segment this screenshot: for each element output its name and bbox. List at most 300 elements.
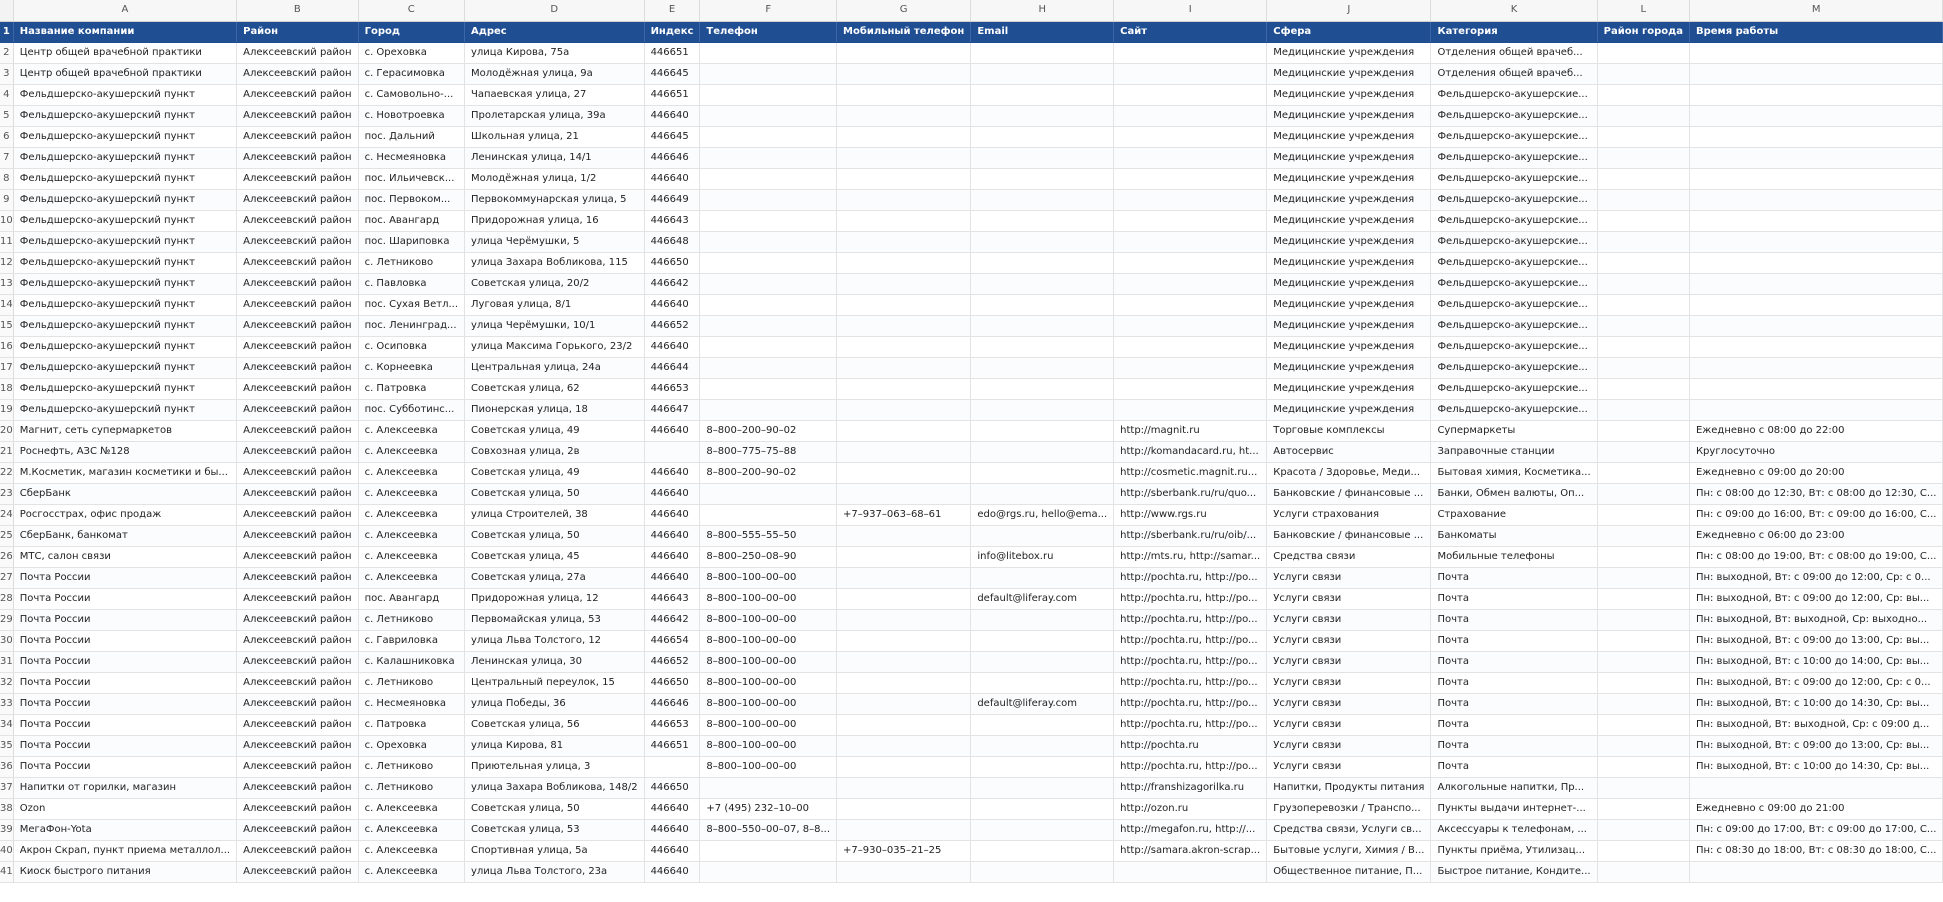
cell-postcode[interactable]: 446645: [644, 126, 700, 147]
column-header-i[interactable]: I: [1114, 0, 1267, 21]
cell-site[interactable]: http://pochta.ru, http://po...: [1114, 651, 1267, 672]
cell-mobile[interactable]: [837, 441, 971, 462]
cell-phone[interactable]: [700, 189, 837, 210]
cell-city[interactable]: с. Алексеевка: [358, 819, 464, 840]
cell-city[interactable]: пос. Шариповка: [358, 231, 464, 252]
cell-city-district[interactable]: [1597, 840, 1689, 861]
cell-address[interactable]: улица Черёмушки, 10/1: [465, 315, 645, 336]
cell-city-district[interactable]: [1597, 168, 1689, 189]
cell-site[interactable]: http://magnit.ru: [1114, 420, 1267, 441]
cell-postcode[interactable]: 446640: [644, 168, 700, 189]
cell-district[interactable]: Алексеевский район: [237, 714, 358, 735]
cell-city-district[interactable]: [1597, 189, 1689, 210]
cell-site[interactable]: http://samara.akron-scrap...: [1114, 840, 1267, 861]
cell-postcode[interactable]: 446642: [644, 609, 700, 630]
cell-company[interactable]: Фельдшерско-акушерский пункт: [13, 210, 236, 231]
cell-address[interactable]: Пионерская улица, 18: [465, 399, 645, 420]
row-number[interactable]: 26: [0, 546, 13, 567]
cell-mobile[interactable]: [837, 735, 971, 756]
cell-site[interactable]: [1114, 336, 1267, 357]
cell-site[interactable]: http://pochta.ru, http://po...: [1114, 609, 1267, 630]
column-header-a[interactable]: A: [13, 0, 236, 21]
cell-district[interactable]: Алексеевский район: [237, 798, 358, 819]
cell-district[interactable]: Алексеевский район: [237, 735, 358, 756]
cell-city-district[interactable]: [1597, 126, 1689, 147]
header-cell-mobile[interactable]: Мобильный телефон: [837, 21, 971, 42]
cell-city[interactable]: с. Летниково: [358, 672, 464, 693]
cell-company[interactable]: Фельдшерско-акушерский пункт: [13, 231, 236, 252]
cell-site[interactable]: http://ozon.ru: [1114, 798, 1267, 819]
cell-hours[interactable]: Ежедневно с 06:00 до 23:00: [1689, 525, 1942, 546]
cell-hours[interactable]: [1689, 315, 1942, 336]
cell-sphere[interactable]: Медицинские учреждения: [1267, 315, 1431, 336]
cell-district[interactable]: Алексеевский район: [237, 399, 358, 420]
cell-category[interactable]: Почта: [1431, 609, 1597, 630]
cell-sphere[interactable]: Медицинские учреждения: [1267, 42, 1431, 63]
cell-site[interactable]: [1114, 378, 1267, 399]
cell-mobile[interactable]: [837, 483, 971, 504]
cell-email[interactable]: [971, 231, 1114, 252]
cell-mobile[interactable]: [837, 147, 971, 168]
cell-site[interactable]: http://mts.ru, http://samar...: [1114, 546, 1267, 567]
cell-city-district[interactable]: [1597, 63, 1689, 84]
cell-email[interactable]: [971, 399, 1114, 420]
cell-address[interactable]: улица Победы, 36: [465, 693, 645, 714]
column-header-m[interactable]: M: [1689, 0, 1942, 21]
cell-hours[interactable]: [1689, 147, 1942, 168]
cell-postcode[interactable]: 446649: [644, 189, 700, 210]
cell-email[interactable]: [971, 672, 1114, 693]
row-number[interactable]: 38: [0, 798, 13, 819]
row-number[interactable]: 17: [0, 357, 13, 378]
cell-district[interactable]: Алексеевский район: [237, 693, 358, 714]
cell-email[interactable]: [971, 861, 1114, 882]
cell-company[interactable]: Почта России: [13, 588, 236, 609]
column-header-f[interactable]: F: [700, 0, 837, 21]
cell-city[interactable]: пос. Сухая Ветл...: [358, 294, 464, 315]
cell-email[interactable]: [971, 84, 1114, 105]
row-number[interactable]: 8: [0, 168, 13, 189]
cell-mobile[interactable]: [837, 231, 971, 252]
cell-city[interactable]: с. Алексеевка: [358, 441, 464, 462]
cell-category[interactable]: Фельдшерско-акушерские...: [1431, 84, 1597, 105]
cell-city-district[interactable]: [1597, 315, 1689, 336]
cell-phone[interactable]: [700, 105, 837, 126]
column-header-j[interactable]: J: [1267, 0, 1431, 21]
cell-site[interactable]: [1114, 168, 1267, 189]
cell-district[interactable]: Алексеевский район: [237, 105, 358, 126]
cell-city[interactable]: с. Герасимовка: [358, 63, 464, 84]
row-number[interactable]: 14: [0, 294, 13, 315]
cell-company[interactable]: Почта России: [13, 609, 236, 630]
cell-site[interactable]: [1114, 63, 1267, 84]
cell-address[interactable]: Чапаевская улица, 27: [465, 84, 645, 105]
cell-sphere[interactable]: Медицинские учреждения: [1267, 357, 1431, 378]
cell-hours[interactable]: [1689, 294, 1942, 315]
row-number[interactable]: 30: [0, 630, 13, 651]
cell-mobile[interactable]: [837, 420, 971, 441]
cell-postcode[interactable]: 446640: [644, 105, 700, 126]
cell-company[interactable]: Киоск быстрого питания: [13, 861, 236, 882]
cell-email[interactable]: [971, 315, 1114, 336]
cell-postcode[interactable]: 446640: [644, 462, 700, 483]
cell-company[interactable]: Фельдшерско-акушерский пункт: [13, 252, 236, 273]
cell-mobile[interactable]: [837, 714, 971, 735]
cell-email[interactable]: [971, 147, 1114, 168]
cell-postcode[interactable]: 446640: [644, 840, 700, 861]
cell-sphere[interactable]: Услуги связи: [1267, 672, 1431, 693]
cell-postcode[interactable]: 446653: [644, 378, 700, 399]
cell-category[interactable]: Фельдшерско-акушерские...: [1431, 126, 1597, 147]
column-header-d[interactable]: D: [465, 0, 645, 21]
cell-mobile[interactable]: [837, 672, 971, 693]
cell-city[interactable]: с. Корнеевка: [358, 357, 464, 378]
cell-hours[interactable]: [1689, 777, 1942, 798]
cell-mobile[interactable]: [837, 798, 971, 819]
cell-address[interactable]: Советская улица, 53: [465, 819, 645, 840]
cell-address[interactable]: Луговая улица, 8/1: [465, 294, 645, 315]
row-number[interactable]: 37: [0, 777, 13, 798]
cell-district[interactable]: Алексеевский район: [237, 483, 358, 504]
cell-address[interactable]: улица Черёмушки, 5: [465, 231, 645, 252]
cell-postcode[interactable]: 446643: [644, 588, 700, 609]
cell-site[interactable]: [1114, 357, 1267, 378]
cell-mobile[interactable]: [837, 567, 971, 588]
cell-sphere[interactable]: Услуги связи: [1267, 714, 1431, 735]
cell-district[interactable]: Алексеевский район: [237, 147, 358, 168]
cell-city-district[interactable]: [1597, 462, 1689, 483]
cell-email[interactable]: [971, 336, 1114, 357]
cell-mobile[interactable]: [837, 42, 971, 63]
cell-phone[interactable]: 8–800–100–00–00: [700, 651, 837, 672]
cell-category[interactable]: Фельдшерско-акушерские...: [1431, 294, 1597, 315]
cell-postcode[interactable]: 446644: [644, 357, 700, 378]
cell-mobile[interactable]: [837, 630, 971, 651]
cell-city-district[interactable]: [1597, 777, 1689, 798]
cell-category[interactable]: Почта: [1431, 651, 1597, 672]
cell-postcode[interactable]: [644, 441, 700, 462]
cell-address[interactable]: Молодёжная улица, 9а: [465, 63, 645, 84]
cell-city[interactable]: с. Гавриловка: [358, 630, 464, 651]
cell-company[interactable]: Фельдшерско-акушерский пункт: [13, 168, 236, 189]
cell-phone[interactable]: [700, 294, 837, 315]
cell-district[interactable]: Алексеевский район: [237, 777, 358, 798]
cell-city[interactable]: с. Алексеевка: [358, 525, 464, 546]
row-number[interactable]: 41: [0, 861, 13, 882]
header-cell-district[interactable]: Район: [237, 21, 358, 42]
cell-hours[interactable]: Пн: выходной, Вт: с 09:00 до 12:00, Ср: с 0...: [1689, 567, 1942, 588]
cell-company[interactable]: Фельдшерско-акушерский пункт: [13, 84, 236, 105]
cell-phone[interactable]: [700, 399, 837, 420]
cell-phone[interactable]: 8–800–555–55–50: [700, 525, 837, 546]
cell-email[interactable]: [971, 42, 1114, 63]
cell-mobile[interactable]: [837, 273, 971, 294]
cell-company[interactable]: Почта России: [13, 714, 236, 735]
cell-address[interactable]: Спортивная улица, 5а: [465, 840, 645, 861]
cell-company[interactable]: М.Косметик, магазин косметики и бы...: [13, 462, 236, 483]
cell-district[interactable]: Алексеевский район: [237, 462, 358, 483]
cell-mobile[interactable]: [837, 651, 971, 672]
cell-city[interactable]: с. Самовольно-...: [358, 84, 464, 105]
cell-city-district[interactable]: [1597, 273, 1689, 294]
cell-address[interactable]: Советская улица, 20/2: [465, 273, 645, 294]
cell-email[interactable]: [971, 735, 1114, 756]
cell-sphere[interactable]: Напитки, Продукты питания: [1267, 777, 1431, 798]
cell-email[interactable]: [971, 126, 1114, 147]
cell-company[interactable]: Фельдшерско-акушерский пункт: [13, 315, 236, 336]
row-number[interactable]: 32: [0, 672, 13, 693]
cell-site[interactable]: http://pochta.ru, http://po...: [1114, 567, 1267, 588]
cell-address[interactable]: Первомайская улица, 53: [465, 609, 645, 630]
cell-category[interactable]: Бытовая химия, Косметика...: [1431, 462, 1597, 483]
cell-sphere[interactable]: Медицинские учреждения: [1267, 126, 1431, 147]
cell-district[interactable]: Алексеевский район: [237, 231, 358, 252]
cell-mobile[interactable]: [837, 84, 971, 105]
cell-postcode[interactable]: 446645: [644, 63, 700, 84]
cell-city[interactable]: с. Алексеевка: [358, 546, 464, 567]
cell-category[interactable]: Почта: [1431, 693, 1597, 714]
cell-mobile[interactable]: [837, 210, 971, 231]
cell-hours[interactable]: [1689, 357, 1942, 378]
cell-hours[interactable]: [1689, 84, 1942, 105]
cell-city-district[interactable]: [1597, 693, 1689, 714]
cell-email[interactable]: info@litebox.ru: [971, 546, 1114, 567]
cell-postcode[interactable]: 446640: [644, 819, 700, 840]
cell-email[interactable]: [971, 798, 1114, 819]
cell-hours[interactable]: Пн: с 08:00 до 12:30, Вт: с 08:00 до 12:30, С...: [1689, 483, 1942, 504]
header-cell-category[interactable]: Категория: [1431, 21, 1597, 42]
cell-phone[interactable]: [700, 42, 837, 63]
cell-postcode[interactable]: 446653: [644, 714, 700, 735]
cell-category[interactable]: Страхование: [1431, 504, 1597, 525]
cell-category[interactable]: Фельдшерско-акушерские...: [1431, 231, 1597, 252]
cell-city[interactable]: с. Патровка: [358, 714, 464, 735]
cell-city[interactable]: с. Павловка: [358, 273, 464, 294]
cell-city-district[interactable]: [1597, 672, 1689, 693]
column-header-g[interactable]: G: [837, 0, 971, 21]
row-number[interactable]: 10: [0, 210, 13, 231]
cell-city[interactable]: с. Ореховка: [358, 735, 464, 756]
cell-sphere[interactable]: Услуги связи: [1267, 735, 1431, 756]
cell-district[interactable]: Алексеевский район: [237, 546, 358, 567]
column-header-k[interactable]: K: [1431, 0, 1597, 21]
cell-site[interactable]: http://sberbank.ru/ru/oib/...: [1114, 525, 1267, 546]
cell-company[interactable]: Магнит, сеть супермаркетов: [13, 420, 236, 441]
cell-mobile[interactable]: [837, 357, 971, 378]
cell-city[interactable]: с. Летниково: [358, 756, 464, 777]
cell-email[interactable]: [971, 210, 1114, 231]
cell-city-district[interactable]: [1597, 42, 1689, 63]
row-number[interactable]: 2: [0, 42, 13, 63]
cell-postcode[interactable]: 446642: [644, 273, 700, 294]
cell-mobile[interactable]: [837, 294, 971, 315]
cell-sphere[interactable]: Услуги связи: [1267, 567, 1431, 588]
row-number[interactable]: 39: [0, 819, 13, 840]
cell-district[interactable]: Алексеевский район: [237, 315, 358, 336]
cell-phone[interactable]: [700, 777, 837, 798]
cell-hours[interactable]: [1689, 105, 1942, 126]
cell-postcode[interactable]: 446640: [644, 861, 700, 882]
cell-mobile[interactable]: [837, 105, 971, 126]
cell-district[interactable]: Алексеевский район: [237, 567, 358, 588]
cell-site[interactable]: http://www.rgs.ru: [1114, 504, 1267, 525]
cell-district[interactable]: Алексеевский район: [237, 609, 358, 630]
cell-city[interactable]: с. Алексеевка: [358, 798, 464, 819]
cell-phone[interactable]: 8–800–100–00–00: [700, 630, 837, 651]
cell-email[interactable]: edo@rgs.ru, hello@ema...: [971, 504, 1114, 525]
cell-district[interactable]: Алексеевский район: [237, 420, 358, 441]
header-cell-sphere[interactable]: Сфера: [1267, 21, 1431, 42]
header-cell-site[interactable]: Сайт: [1114, 21, 1267, 42]
cell-postcode[interactable]: 446643: [644, 210, 700, 231]
cell-company[interactable]: Фельдшерско-акушерский пункт: [13, 336, 236, 357]
cell-address[interactable]: Советская улица, 62: [465, 378, 645, 399]
cell-category[interactable]: Заправочные станции: [1431, 441, 1597, 462]
cell-city[interactable]: с. Алексеевка: [358, 840, 464, 861]
cell-city[interactable]: пос. Авангард: [358, 588, 464, 609]
cell-district[interactable]: Алексеевский район: [237, 189, 358, 210]
cell-postcode[interactable]: [644, 756, 700, 777]
cell-district[interactable]: Алексеевский район: [237, 756, 358, 777]
cell-address[interactable]: Молодёжная улица, 1/2: [465, 168, 645, 189]
cell-hours[interactable]: [1689, 252, 1942, 273]
cell-city[interactable]: пос. Ильичевск...: [358, 168, 464, 189]
cell-company[interactable]: Напитки от горилки, магазин: [13, 777, 236, 798]
cell-mobile[interactable]: [837, 399, 971, 420]
row-number[interactable]: 6: [0, 126, 13, 147]
cell-address[interactable]: Советская улица, 50: [465, 483, 645, 504]
cell-sphere[interactable]: Медицинские учреждения: [1267, 252, 1431, 273]
cell-site[interactable]: [1114, 399, 1267, 420]
row-number[interactable]: 34: [0, 714, 13, 735]
cell-hours[interactable]: Ежедневно с 09:00 до 21:00: [1689, 798, 1942, 819]
cell-hours[interactable]: [1689, 126, 1942, 147]
cell-category[interactable]: Мобильные телефоны: [1431, 546, 1597, 567]
cell-sphere[interactable]: Услуги связи: [1267, 756, 1431, 777]
cell-category[interactable]: Фельдшерско-акушерские...: [1431, 399, 1597, 420]
cell-phone[interactable]: 8–800–100–00–00: [700, 588, 837, 609]
cell-sphere[interactable]: Общественное питание, П...: [1267, 861, 1431, 882]
cell-sphere[interactable]: Банковские / финансовые ...: [1267, 525, 1431, 546]
cell-site[interactable]: [1114, 189, 1267, 210]
cell-category[interactable]: Фельдшерско-акушерские...: [1431, 105, 1597, 126]
row-number[interactable]: 29: [0, 609, 13, 630]
cell-hours[interactable]: [1689, 378, 1942, 399]
cell-email[interactable]: [971, 378, 1114, 399]
cell-city[interactable]: с. Алексеевка: [358, 462, 464, 483]
cell-postcode[interactable]: 446651: [644, 735, 700, 756]
cell-city-district[interactable]: [1597, 567, 1689, 588]
cell-address[interactable]: Приютельная улица, 3: [465, 756, 645, 777]
cell-category[interactable]: Фельдшерско-акушерские...: [1431, 357, 1597, 378]
cell-hours[interactable]: Пн: выходной, Вт: с 09:00 до 13:00, Ср: вы...: [1689, 735, 1942, 756]
header-cell-email[interactable]: Email: [971, 21, 1114, 42]
cell-city-district[interactable]: [1597, 651, 1689, 672]
cell-site[interactable]: http://cosmetic.magnit.ru...: [1114, 462, 1267, 483]
cell-mobile[interactable]: [837, 819, 971, 840]
cell-site[interactable]: [1114, 84, 1267, 105]
cell-site[interactable]: http://megafon.ru, http://...: [1114, 819, 1267, 840]
cell-phone[interactable]: 8–800–200–90–02: [700, 420, 837, 441]
cell-city[interactable]: пос. Авангард: [358, 210, 464, 231]
cell-category[interactable]: Банки, Обмен валюты, Оп...: [1431, 483, 1597, 504]
cell-city[interactable]: с. Несмеяновка: [358, 693, 464, 714]
row-number[interactable]: 4: [0, 84, 13, 105]
row-number[interactable]: 23: [0, 483, 13, 504]
cell-mobile[interactable]: [837, 168, 971, 189]
row-number[interactable]: 1: [0, 21, 13, 42]
cell-phone[interactable]: [700, 63, 837, 84]
cell-address[interactable]: улица Строителей, 38: [465, 504, 645, 525]
cell-email[interactable]: [971, 840, 1114, 861]
cell-city-district[interactable]: [1597, 630, 1689, 651]
cell-postcode[interactable]: 446640: [644, 567, 700, 588]
row-number[interactable]: 11: [0, 231, 13, 252]
cell-company[interactable]: Почта России: [13, 672, 236, 693]
cell-district[interactable]: Алексеевский район: [237, 336, 358, 357]
cell-postcode[interactable]: 446640: [644, 420, 700, 441]
cell-email[interactable]: [971, 567, 1114, 588]
cell-district[interactable]: Алексеевский район: [237, 672, 358, 693]
cell-address[interactable]: Придорожная улица, 16: [465, 210, 645, 231]
cell-phone[interactable]: [700, 378, 837, 399]
cell-city-district[interactable]: [1597, 819, 1689, 840]
cell-district[interactable]: Алексеевский район: [237, 651, 358, 672]
cell-company[interactable]: Фельдшерско-акушерский пункт: [13, 273, 236, 294]
cell-city[interactable]: с. Алексеевка: [358, 861, 464, 882]
row-number[interactable]: 21: [0, 441, 13, 462]
cell-city-district[interactable]: [1597, 441, 1689, 462]
cell-hours[interactable]: Пн: выходной, Вт: с 10:00 до 14:30, Ср: вы...: [1689, 756, 1942, 777]
column-header-c[interactable]: C: [358, 0, 464, 21]
cell-district[interactable]: Алексеевский район: [237, 861, 358, 882]
cell-phone[interactable]: +7 (495) 232–10–00: [700, 798, 837, 819]
cell-mobile[interactable]: [837, 546, 971, 567]
cell-address[interactable]: Советская улица, 49: [465, 462, 645, 483]
cell-hours[interactable]: Пн: выходной, Вт: с 09:00 до 12:00, Ср: вы...: [1689, 588, 1942, 609]
cell-hours[interactable]: Пн: с 09:00 до 16:00, Вт: с 09:00 до 16:00, С...: [1689, 504, 1942, 525]
cell-city-district[interactable]: [1597, 105, 1689, 126]
cell-sphere[interactable]: Услуги связи: [1267, 651, 1431, 672]
cell-email[interactable]: [971, 819, 1114, 840]
cell-city-district[interactable]: [1597, 231, 1689, 252]
column-header-h[interactable]: H: [971, 0, 1114, 21]
cell-sphere[interactable]: Медицинские учреждения: [1267, 399, 1431, 420]
header-cell-address[interactable]: Адрес: [465, 21, 645, 42]
cell-city-district[interactable]: [1597, 252, 1689, 273]
cell-mobile[interactable]: +7–930–035–21–25: [837, 840, 971, 861]
row-number[interactable]: 16: [0, 336, 13, 357]
cell-postcode[interactable]: 446640: [644, 483, 700, 504]
cell-city-district[interactable]: [1597, 294, 1689, 315]
cell-company[interactable]: СберБанк: [13, 483, 236, 504]
cell-hours[interactable]: [1689, 861, 1942, 882]
cell-phone[interactable]: [700, 504, 837, 525]
cell-postcode[interactable]: 446654: [644, 630, 700, 651]
cell-hours[interactable]: Пн: выходной, Вт: выходной, Ср: с 09:00 д...: [1689, 714, 1942, 735]
cell-sphere[interactable]: Услуги связи: [1267, 609, 1431, 630]
cell-category[interactable]: Фельдшерско-акушерские...: [1431, 147, 1597, 168]
cell-company[interactable]: Фельдшерско-акушерский пункт: [13, 105, 236, 126]
cell-email[interactable]: [971, 714, 1114, 735]
cell-site[interactable]: http://pochta.ru, http://po...: [1114, 714, 1267, 735]
cell-site[interactable]: [1114, 273, 1267, 294]
cell-site[interactable]: http://sberbank.ru/ru/quo...: [1114, 483, 1267, 504]
cell-address[interactable]: улица Максима Горького, 23/2: [465, 336, 645, 357]
cell-category[interactable]: Почта: [1431, 672, 1597, 693]
cell-city-district[interactable]: [1597, 420, 1689, 441]
cell-site[interactable]: http://pochta.ru, http://po...: [1114, 588, 1267, 609]
